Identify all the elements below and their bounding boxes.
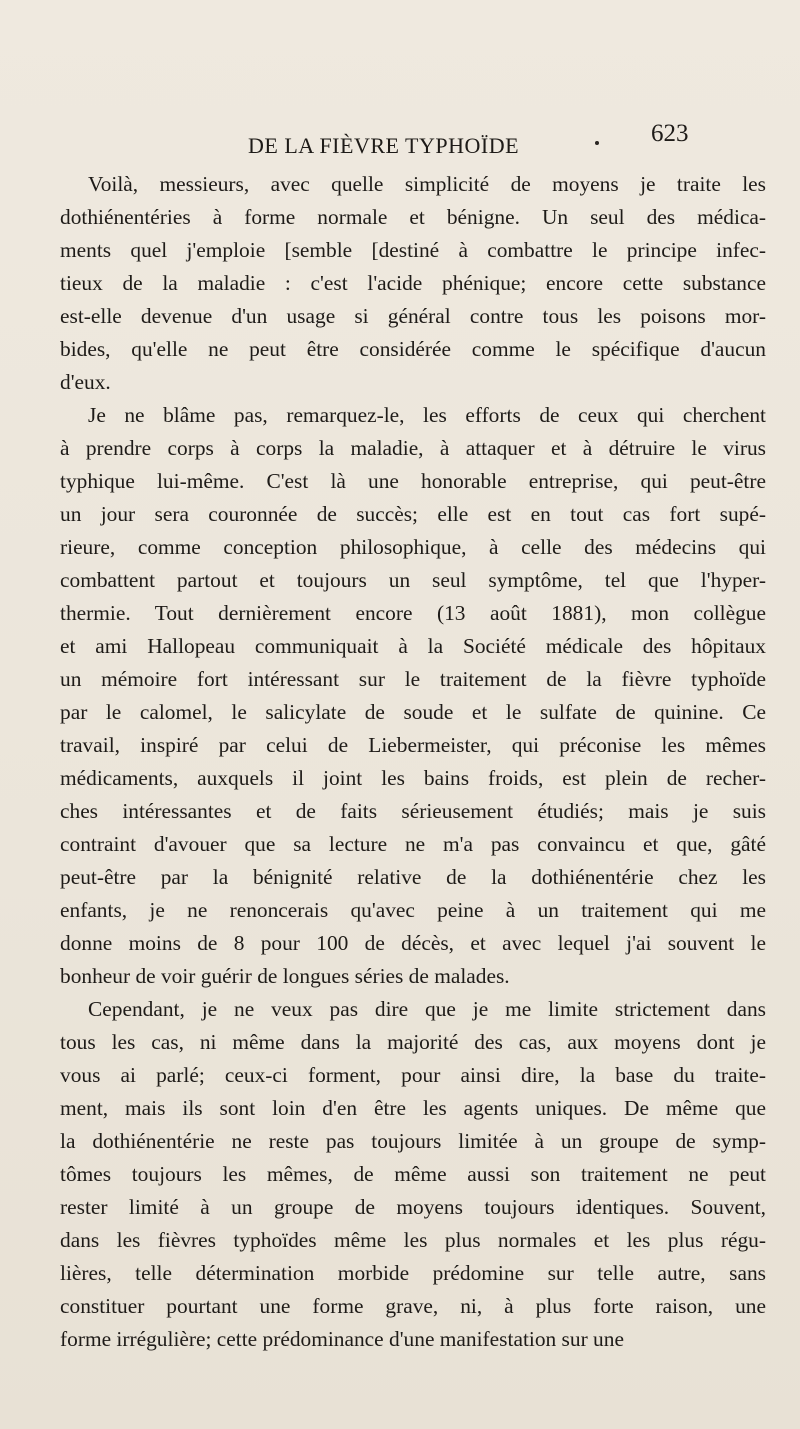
- text-line: ments quel j'emploie [semble [destiné à combattre le principe infec-: [60, 238, 766, 262]
- text-line: dothiénentéries à forme normale et bénigne. Un seul des médica-: [60, 205, 766, 229]
- text-line: constituer pourtant une forme grave, ni, à plus forte raison, une: [60, 1294, 766, 1318]
- text-line: Je ne blâme pas, remarquez-le, les efforts de ceux qui cherchent: [88, 403, 766, 427]
- page-number: 623: [651, 120, 689, 147]
- text-line: la dothiénentérie ne reste pas toujours limitée à un groupe de symp-: [60, 1129, 766, 1153]
- text-line: contraint d'avouer que sa lecture ne m'a pas convaincu et que, gâté: [60, 832, 766, 856]
- text-line: travail, inspiré par celui de Liebermeister, qui préconise les mêmes: [60, 733, 766, 757]
- text-line: lières, telle détermination morbide prédomine sur telle autre, sans: [60, 1261, 766, 1285]
- text-line: tieux de la maladie : c'est l'acide phénique; encore cette substance: [60, 271, 766, 295]
- paragraph: [60, 168, 766, 399]
- header-dot: [595, 141, 599, 145]
- text-line: donne moins de 8 pour 100 de décès, et avec lequel j'ai souvent le: [60, 931, 766, 955]
- text-line: médicaments, auxquels il joint les bains froids, est plein de recher-: [60, 766, 766, 790]
- text-line: enfants, je ne renoncerais qu'avec peine à un traitement qui me: [60, 898, 766, 922]
- text-line: thermie. Tout dernièrement encore (13 août 1881), mon collègue: [60, 601, 766, 625]
- text-line: tous les cas, ni même dans la majorité des cas, aux moyens dont je: [60, 1030, 766, 1054]
- text-line: Cependant, je ne veux pas dire que je me limite strictement dans: [88, 997, 766, 1021]
- text-line: par le calomel, le salicylate de soude et le sulfate de quinine. Ce: [60, 700, 766, 724]
- paragraph: [60, 399, 766, 993]
- text-line: d'eux.: [60, 370, 111, 394]
- text-line: vous ai parlé; ceux-ci forment, pour ainsi dire, la base du traite-: [60, 1063, 766, 1087]
- text-line: bonheur de voir guérir de longues séries de malades.: [60, 964, 510, 988]
- text-line: est-elle devenue d'un usage si général contre tous les poisons mor-: [60, 304, 766, 328]
- text-line: dans les fièvres typhoïdes même les plus normales et les plus régu-: [60, 1228, 766, 1252]
- text-line: forme irrégulière; cette prédominance d'une manifestation sur une: [60, 1327, 624, 1351]
- text-line: typhique lui-même. C'est là une honorable entreprise, qui peut-être: [60, 469, 766, 493]
- text-line: Voilà, messieurs, avec quelle simplicité de moyens je traite les: [88, 172, 766, 196]
- text-line: ment, mais ils sont loin d'en être les agents uniques. De même que: [60, 1096, 766, 1120]
- text-line: un jour sera couronnée de succès; elle est en tout cas fort supé-: [60, 502, 766, 526]
- text-line: bides, qu'elle ne peut être considérée comme le spécifique d'aucun: [60, 337, 766, 361]
- text-line: combattent partout et toujours un seul symptôme, tel que l'hyper-: [60, 568, 766, 592]
- text-line: un mémoire fort intéressant sur le traitement de la fièvre typhoïde: [60, 667, 766, 691]
- paragraph: [60, 993, 766, 1356]
- text-line: rieure, comme conception philosophique, à celle des médecins qui: [60, 535, 766, 559]
- text-line: peut-être par la bénignité relative de la dothiénentérie chez les: [60, 865, 766, 889]
- text-line: à prendre corps à corps la maladie, à attaquer et à détruire le virus: [60, 436, 766, 460]
- text-line: rester limité à un groupe de moyens toujours identiques. Souvent,: [60, 1195, 766, 1219]
- page-header: [0, 120, 800, 163]
- text-line: et ami Hallopeau communiquait à la Société médicale des hôpitaux: [60, 634, 766, 658]
- body-text: [60, 168, 766, 1356]
- running-title: DE LA FIÈVRE TYPHOÏDE: [248, 133, 520, 158]
- text-line: tômes toujours les mêmes, de même aussi son traitement ne peut: [60, 1162, 766, 1186]
- text-line: ches intéressantes et de faits sérieusement étudiés; mais je suis: [60, 799, 766, 823]
